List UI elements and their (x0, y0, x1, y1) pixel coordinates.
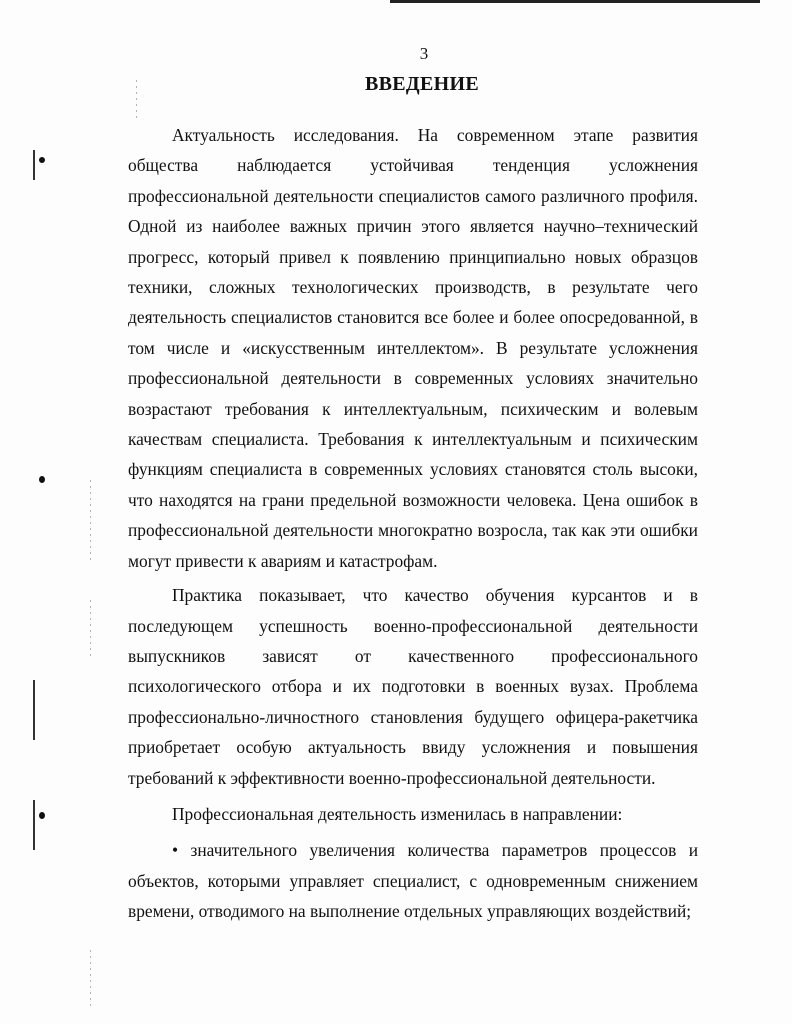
scan-margin-line (33, 800, 35, 850)
scan-speck (39, 157, 45, 163)
scan-top-edge (390, 0, 760, 3)
list-item: • значительного увеличения количества параметров процессов и объектов, которыми управляет специалист, с одновременным снижением времени, отводимого на выполнение отдельных управляющих воздействий; (128, 840, 698, 922)
scan-margin-line (33, 680, 35, 740)
scan-noise (90, 600, 91, 660)
scan-noise (90, 480, 91, 560)
paragraph-lead: Актуальность исследования. (172, 125, 399, 145)
body-text (128, 120, 698, 927)
paragraph-practice: Практика показывает, что качество обучения курсантов и в последующем успешность военно-профессиональной деятельности выпускников зависят от качественного профессионального психологического отбора и их подготовки в военных вузах. Проблема профессионально-личностного становления будущего офицера-ракетчика приобретает особую актуальность ввиду усложнения и повышения требований к эффективности военно-профессиональной деятельности. (128, 585, 698, 788)
paragraph-direction: Профессиональная деятельность изменилась в направлении: (172, 803, 623, 824)
scan-margin-line (33, 150, 35, 180)
scan-speck (39, 476, 45, 483)
paragraph-text: На современном этапе развития общества наблюдается устойчивая тенденция усложнения профессиональной деятельности специалистов самого различного профиля. Одной из наиболее важных причин этого является научно–технический прогресс, который привел к появлению принципиально новых образцов техники, сложных технологических производств, в результате чего деятельность специалистов становится все более и более опосредованной, в том числе и «искусственным интеллектом». В результате усложнения профессиональной деятельности в современных условиях значительно возрастают требования к интеллектуальным, психическим и волевым качествам специалиста. Требования к интеллектуальным и психическим функциям специалиста в современных условиях становятся столь высоки, что находятся на грани предельной возможности человека. Цена ошибок в профессиональной деятельности многократно возросла, так как эти ошибки могут привести к авариям и катастрофам. (128, 125, 698, 571)
scan-noise (90, 950, 91, 1010)
page-number: 3 (419, 44, 429, 63)
section-heading: ВВЕДЕНИЕ (365, 73, 479, 95)
paragraph-relevance (128, 120, 698, 576)
scan-speck (39, 812, 45, 819)
